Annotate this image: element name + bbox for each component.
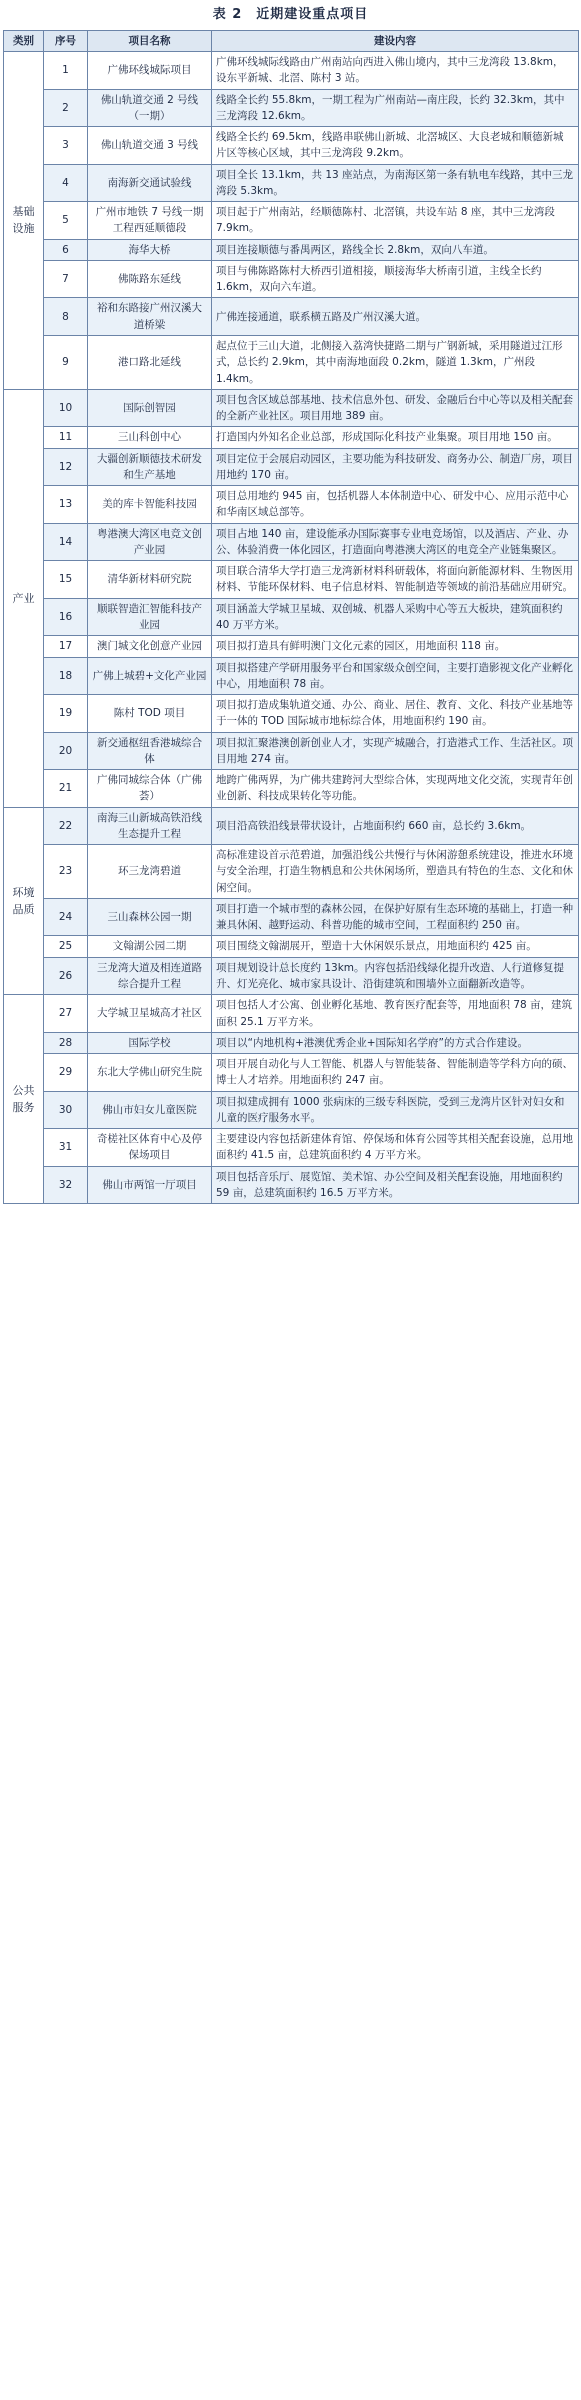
construction-content-cell: 项目包含区域总部基地、技术信息外包、研发、金融后台中心等以及相关配套的全新产业社区。项目用地 389 亩。 [212,389,579,427]
project-name-cell: 清华新材料研究院 [88,561,212,599]
construction-content-cell: 项目联合清华大学打造三龙湾新材料科研载体，将面向新能源材料、生物医用材料、节能环保材料、电子信息材料、智能制造等领域的前沿基础应用研究。 [212,561,579,599]
index-cell: 25 [44,936,88,957]
project-name-cell: 奇槎社区体育中心及停保场项目 [88,1129,212,1167]
project-name-cell: 大疆创新顺德技术研发和生产基地 [88,448,212,486]
project-name-cell: 佛陈路东延线 [88,260,212,298]
construction-content-cell: 项目连接顺德与番禺两区，路线全长 2.8km，双向八车道。 [212,239,579,260]
table-row [4,298,579,336]
construction-content-cell: 打造国内外知名企业总部，形成国际化科技产业集聚。项目用地 150 亩。 [212,427,579,448]
project-name-cell: 澳门城文化创意产业园 [88,636,212,657]
construction-content-cell: 项目包括音乐厅、展览馆、美术馆、办公空间及相关配套设施，用地面积约 59 亩，总建筑面积约 16.5 万平方米。 [212,1166,579,1204]
construction-content-cell: 项目拟搭建产学研用服务平台和国家级众创空间，主要打造影视文化产业孵化中心，用地面积 78 亩。 [212,657,579,695]
table-row [4,1032,579,1053]
table-row [4,657,579,695]
project-name-cell: 三龙湾大道及相连道路综合提升工程 [88,957,212,995]
construction-content-cell: 项目包括人才公寓、创业孵化基地、教育医疗配套等，用地面积 78 亩，建筑面积 25.1 万平方米。 [212,995,579,1033]
category-cell: 基础设施 [4,52,44,390]
project-name-cell: 佛山轨道交通 3 号线 [88,127,212,165]
index-cell: 30 [44,1091,88,1129]
construction-content-cell: 项目规划设计总长度约 13km。内容包括沿线绿化提升改造、人行道修复提升、灯光亮化、城市家具设计、沿街建筑和围墙外立面翻新改造等。 [212,957,579,995]
category-cell: 产业 [4,389,44,807]
construction-content-cell: 主要建设内容包括新建体育馆、停保场和体育公园等其相关配套设施，总用地面积约 41.5 亩，总建筑面积约 4 万平方米。 [212,1129,579,1167]
index-cell: 26 [44,957,88,995]
index-cell: 18 [44,657,88,695]
table-body [4,52,579,1204]
construction-content-cell: 广佛环线城际线路由广州南站向西进入佛山境内，其中三龙湾段 13.8km，设东平新城、北滘、陈村 3 站。 [212,52,579,90]
construction-content-cell: 项目拟建成拥有 1000 张病床的三级专科医院，受到三龙湾片区针对妇女和儿童的医疗服务水平。 [212,1091,579,1129]
index-cell: 1 [44,52,88,90]
construction-content-cell: 项目围绕文翰湖展开，塑造十大休闲娱乐景点，用地面积约 425 亩。 [212,936,579,957]
table-row [4,957,579,995]
index-cell: 15 [44,561,88,599]
project-name-cell: 文翰湖公园二期 [88,936,212,957]
project-name-cell: 港口路北延线 [88,335,212,389]
index-cell: 14 [44,523,88,561]
index-cell: 24 [44,898,88,936]
project-name-cell: 广佛上城碧+文化产业园 [88,657,212,695]
table-row [4,239,579,260]
table-caption: 表 2 近期建设重点项目 [212,7,369,22]
construction-content-cell: 项目拟汇聚港澳创新创业人才，实现产城融合，打造港式工作、生活社区。项目用地 274 亩。 [212,732,579,770]
project-name-cell: 佛山轨道交通 2 号线（一期） [88,89,212,127]
table-row [4,202,579,240]
index-cell: 13 [44,486,88,524]
project-name-cell: 广佛同城综合体（广佛荟） [88,770,212,808]
table-row [4,127,579,165]
construction-content-cell: 地跨广佛两界，为广佛共建跨河大型综合体，实现两地文化交流，实现青年创业创新、科技成果转化等功能。 [212,770,579,808]
table-row [4,845,579,899]
construction-content-cell: 项目沿高铁沿线景带状设计，占地面积约 660 亩，总长约 3.6km。 [212,807,579,845]
table-row [4,807,579,845]
construction-content-cell: 项目占地 140 亩，建设能承办国际赛事专业电竞场馆，以及酒店、产业、办公、体验消费一体化园区，打造面向粤港澳大湾区的电竞全产业链集聚区。 [212,523,579,561]
table-row [4,1091,579,1129]
index-cell: 20 [44,732,88,770]
project-name-cell: 陈村 TOD 项目 [88,695,212,733]
table-row [4,898,579,936]
construction-content-cell: 项目起于广州南站，经顺德陈村、北滘镇，共设车站 8 座，其中三龙湾段 7.9km。 [212,202,579,240]
project-name-cell: 南海新交通试验线 [88,164,212,202]
project-name-cell: 顺联智造汇智能科技产业园 [88,598,212,636]
construction-content-cell: 项目总用地约 945 亩，包括机器人本体制造中心、研发中心、应用示范中心和华南区域总部等。 [212,486,579,524]
table-row [4,523,579,561]
construction-content-cell: 项目全长 13.1km，共 13 座站点，为南海区第一条有轨电车线路，其中三龙湾段 5.3km。 [212,164,579,202]
project-name-cell: 佛山市妇女儿童医院 [88,1091,212,1129]
index-cell: 23 [44,845,88,899]
table-row [4,936,579,957]
project-name-cell: 海华大桥 [88,239,212,260]
construction-content-cell: 项目打造一个城市型的森林公园，在保护好原有生态环境的基础上，打造一种兼具休闲、越野运动、科普功能的城市空间，工程面积约 250 亩。 [212,898,579,936]
index-cell: 2 [44,89,88,127]
construction-content-cell: 项目定位于会展启动园区，主要功能为科技研发、商务办公、制造厂房，项目用地约 170 亩。 [212,448,579,486]
index-cell: 10 [44,389,88,427]
index-cell: 21 [44,770,88,808]
projects-table [3,30,579,1204]
table-row [4,448,579,486]
project-name-cell: 大学城卫星城高才社区 [88,995,212,1033]
index-cell: 32 [44,1166,88,1204]
table-row [4,598,579,636]
header-project-name: 项目名称 [88,31,212,52]
table-row [4,1054,579,1092]
index-cell: 17 [44,636,88,657]
header-index: 序号 [44,31,88,52]
index-cell: 7 [44,260,88,298]
index-cell: 3 [44,127,88,165]
index-cell: 6 [44,239,88,260]
table-row [4,995,579,1033]
project-name-cell: 佛山市两馆一厅项目 [88,1166,212,1204]
table-row [4,52,579,90]
table-row [4,164,579,202]
table-row [4,89,579,127]
table-row [4,486,579,524]
table-row [4,695,579,733]
project-name-cell: 裕和东路接广州汉溪大道桥梁 [88,298,212,336]
table-row [4,335,579,389]
construction-content-cell: 项目涵盖大学城卫星城、双创城、机器人采购中心等五大板块，建筑面积约 40 万平方米。 [212,598,579,636]
construction-content-cell: 项目拟打造具有鲜明澳门文化元素的园区，用地面积 118 亩。 [212,636,579,657]
construction-content-cell: 线路全长约 55.8km，一期工程为广州南站—南庄段，长约 32.3km，其中三龙湾段 12.6km。 [212,89,579,127]
index-cell: 8 [44,298,88,336]
index-cell: 9 [44,335,88,389]
project-name-cell: 新交通枢纽香港城综合体 [88,732,212,770]
construction-content-cell: 起点位于三山大道，北侧接入荔湾快捷路二期与广钢新城，采用隧道过江形式，总长约 2.9km，其中南海地面段 0.2km，隧道 1.3km，广州段 1.4km。 [212,335,579,389]
category-cell: 公共服务 [4,995,44,1204]
table-header-row [4,31,579,52]
table-row [4,561,579,599]
index-cell: 5 [44,202,88,240]
table-row [4,1129,579,1167]
project-name-cell: 环三龙湾碧道 [88,845,212,899]
construction-content-cell: 项目以“内地机构+港澳优秀企业+国际知名学府”的方式合作建设。 [212,1032,579,1053]
category-cell: 环境品质 [4,807,44,995]
project-name-cell: 南海三山新城高铁沿线生态提升工程 [88,807,212,845]
construction-content-cell: 广佛连接通道，联系横五路及广州汉溪大道。 [212,298,579,336]
construction-content-cell: 项目与佛陈路陈村大桥西引道相接，顺接海华大桥南引道，主线全长约 1.6km，双向六车道。 [212,260,579,298]
header-construction-content: 建设内容 [212,31,579,52]
index-cell: 11 [44,427,88,448]
project-name-cell: 国际创智园 [88,389,212,427]
construction-content-cell: 项目开展自动化与人工智能、机器人与智能装备、智能制造等学科方向的硕、博士人才培养。用地面积约 247 亩。 [212,1054,579,1092]
project-name-cell: 广州市地铁 7 号线一期工程西延顺德段 [88,202,212,240]
construction-content-cell: 高标准建设首示范碧道，加强沿线公共慢行与休闲游憩系统建设，推进水环境与安全治理，打造生物栖息和公共休闲场所，塑造具有特色的生态、文化和休闲空间。 [212,845,579,899]
project-name-cell: 国际学校 [88,1032,212,1053]
table-row [4,1166,579,1204]
index-cell: 4 [44,164,88,202]
table-row [4,260,579,298]
index-cell: 16 [44,598,88,636]
index-cell: 19 [44,695,88,733]
project-name-cell: 东北大学佛山研究生院 [88,1054,212,1092]
index-cell: 28 [44,1032,88,1053]
table-row [4,427,579,448]
table-row [4,389,579,427]
project-name-cell: 广佛环线城际项目 [88,52,212,90]
table-row [4,636,579,657]
index-cell: 29 [44,1054,88,1092]
header-category: 类别 [4,31,44,52]
project-name-cell: 三山森林公园一期 [88,898,212,936]
table-row [4,770,579,808]
project-name-cell: 粤港澳大湾区电竞文创产业园 [88,523,212,561]
index-cell: 27 [44,995,88,1033]
construction-content-cell: 线路全长约 69.5km，线路串联佛山新城、北滘城区、大良老城和顺德新城片区等核心区域，其中三龙湾段 9.2km。 [212,127,579,165]
project-name-cell: 三山科创中心 [88,427,212,448]
construction-content-cell: 项目拟打造成集轨道交通、办公、商业、居住、教育、文化、科技产业基地等于一体的 TOD 国际城市地标综合体，用地面积约 190 亩。 [212,695,579,733]
index-cell: 12 [44,448,88,486]
index-cell: 31 [44,1129,88,1167]
project-name-cell: 美的库卡智能科技园 [88,486,212,524]
table-row [4,732,579,770]
index-cell: 22 [44,807,88,845]
